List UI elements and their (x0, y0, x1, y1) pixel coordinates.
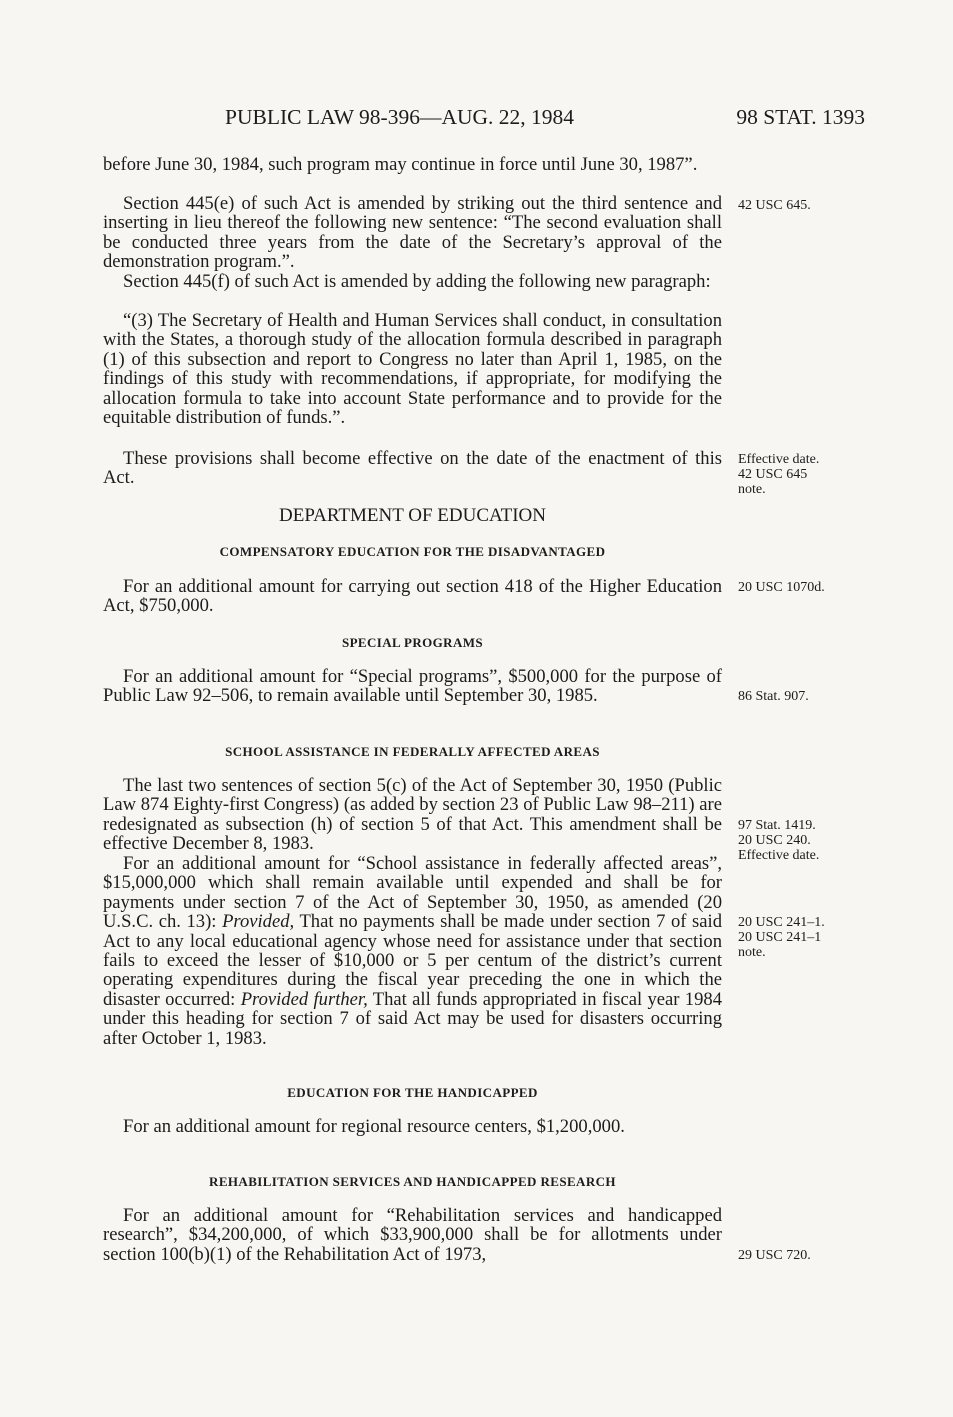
paragraph: Section 445(e) of such Act is amended by striking out the third sentence and inserting in lieu thereof the following new sentence: “The second evaluation shall be conducted three years from the date of the Secretary’s approval of the demonstration program.”. (103, 193, 722, 273)
subheading: EDUCATION FOR THE HANDICAPPED (287, 1085, 538, 1100)
margin-note: 29 USC 720. (738, 1248, 811, 1263)
italic-text: Provided further, (240, 988, 368, 1010)
subheading: SPECIAL PROGRAMS (341, 635, 484, 650)
margin-note: 20 USC 241–1. 20 USC 241–1 note. (738, 915, 825, 960)
paragraph: “(3) The Secretary of Health and Human Services shall conduct, in consultation with the States, a thorough study of the allocation formula described in paragraph (1) of this subsection and report to Congress no later than April 1, 1985, on the findings of this study with recommendations, if appropriate, for modifying the allocation formula to take into account State performance and to provide for the equitable distribution of funds.”. (103, 310, 722, 429)
paragraph: For an additional amount for carrying out section 418 of the Higher Education Act, $750,000. (103, 576, 722, 617)
page-number: 98 STAT. 1393 (736, 105, 865, 129)
margin-note: 20 USC 1070d. (738, 580, 825, 595)
margin-note: 42 USC 645. (738, 198, 811, 213)
text: That no payments shall be made under section 7 of said Act to any local educational agency whose need for assistance under that section fails to exceed the lesser of $10,000 or 5 per centum of the district’s current operating expenditures during the fiscal year preceding the one in which the disaster occurred: (103, 911, 722, 1010)
margin-note: 97 Stat. 1419. 20 USC 240. Effective date. (738, 818, 820, 863)
text: That all funds appropriated in fiscal year 1984 under this heading for section 7 of said Act may be used for disasters occurring after October 1, 1983. (103, 988, 722, 1049)
running-head: PUBLIC LAW 98-396—AUG. 22, 1984 (225, 105, 575, 129)
paragraph: For an additional amount for “Rehabilitation services and handicapped research”, $34,200,000, of which $33,900,000 shall be for allotments under section 100(b)(1) of the Rehabilitation Act of 1973, (103, 1205, 722, 1265)
italic-text: Provided, (222, 911, 295, 933)
margin-note: 86 Stat. 907. (738, 689, 809, 704)
paragraph: Section 445(f) of such Act is amended by adding the following new paragraph: (123, 271, 711, 292)
paragraph (103, 854, 722, 1048)
text: For an additional amount for “School assistance in federally affected areas”, $15,000,000 which shall remain available until expended and shall be for payments under section 7 of the Act of September 30, 1950, as amended (20 U.S.C. ch. 13): (103, 853, 722, 933)
subheading: SCHOOL ASSISTANCE IN FEDERALLY AFFECTED AREAS (225, 744, 600, 759)
paragraph: For an additional amount for regional resource centers, $1,200,000. (123, 1116, 625, 1137)
subheading: COMPENSATORY EDUCATION FOR THE DISADVANTAGED (219, 544, 606, 559)
paragraph: The last two sentences of section 5(c) of the Act of September 30, 1950 (Public Law 874 Eighty-first Congress) (as added by section 23 of Public Law 98–211) are redesignated as subsection (h) of section 5 of that Act. This amendment shall be effective December 8, 1983. (103, 775, 722, 855)
paragraph: before June 30, 1984, such program may continue in force until June 30, 1987”. (103, 154, 698, 175)
paragraph: These provisions shall become effective on the date of the enactment of this Act. (103, 448, 722, 489)
subheading: REHABILITATION SERVICES AND HANDICAPPED RESEARCH (209, 1174, 616, 1189)
margin-note: Effective date. 42 USC 645 note. (738, 452, 820, 497)
section-heading: DEPARTMENT OF EDUCATION (279, 505, 546, 526)
paragraph: For an additional amount for “Special programs”, $500,000 for the purpose of Public Law 92–506, to remain available until September 30, 1985. (103, 666, 722, 707)
